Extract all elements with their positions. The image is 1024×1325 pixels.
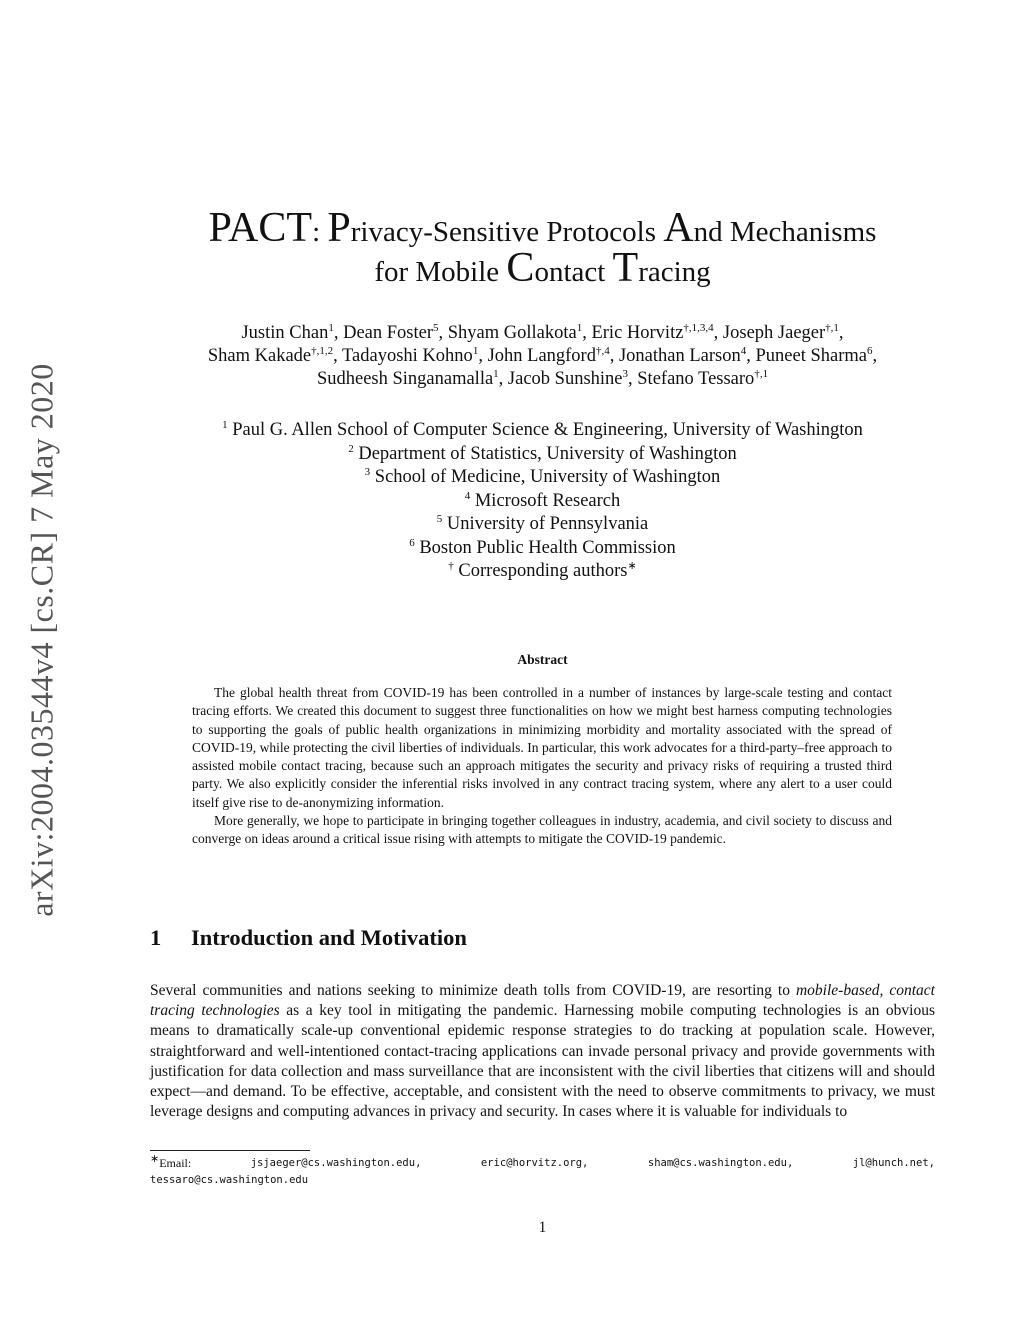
body-text-run: as a key tool in mitigating the pandemic. Harnessing mobile computing technologies is an obvious means to dramatically scale-up conventional epidemic response strategies to do tracking at population scale. However, straightforward and well-intentioned contact-tracing applications can invade personal privacy and provide governments with justification for data collection and mass surveillance that are inconsistent with the civil liberties that citizens will and should expect—and demand. To be effective, acceptable, and consistent with the need to observe commitments to privacy, we must leverage designs and computing advances in privacy and security. In cases where it is valuable for individuals to: [150, 1002, 935, 1121]
author-line: [150, 368, 935, 391]
footnote-label-text: Email:: [159, 1156, 192, 1170]
affiliation: [150, 513, 935, 537]
affiliation-mark: 5: [436, 512, 443, 525]
author-affiliation-mark: 4: [740, 344, 747, 357]
author-name: Dean Foster: [343, 323, 433, 343]
affiliation-mark: 3: [364, 465, 371, 478]
author-line: [150, 322, 935, 345]
author-affiliation-mark: 3: [622, 367, 629, 380]
email-address[interactable]: tessaro@cs.washington.edu: [150, 1174, 309, 1186]
footnote-email-row: [150, 1155, 935, 1171]
affiliation-text: School of Medicine, University of Washington: [370, 467, 721, 487]
body-italic-run: mobile-based, contact tracing technologies: [150, 982, 935, 1020]
footnote-divider: [150, 1150, 310, 1151]
affiliation-mark: 4: [464, 489, 471, 502]
author-name: Sudheesh Singanamalla: [316, 369, 494, 389]
body-text-run: Several communities and nations seeking to minimize death tolls from COVID-19, are resorting to: [150, 982, 796, 999]
author-separator: ,: [628, 369, 638, 389]
section-body: [150, 981, 935, 1122]
affiliation-text: Boston Public Health Commission: [414, 537, 676, 558]
title-cap: P: [327, 205, 351, 251]
section-title: Introduction and Motivation: [191, 925, 467, 950]
title-rest: for Mobile: [374, 256, 507, 288]
affiliation-list: [150, 419, 935, 584]
title-rest: ontact: [534, 256, 613, 288]
footnote-marker: ∗: [150, 1153, 160, 1165]
affiliation: [150, 537, 935, 561]
author-separator: ,: [713, 323, 723, 343]
author-name: Justin Chan: [241, 323, 329, 343]
title-rest: racing: [638, 256, 711, 288]
abstract-paragraph: More generally, we hope to participate in bringing together colleagues in industry, academia, and civil society to discuss and converge on ideas around a critical issue rising with attempts to mitigate the COVID-19 pandemic.: [192, 813, 892, 847]
title-line-2: [150, 245, 935, 291]
author-separator: ,: [582, 323, 592, 343]
author-affiliation-mark: 1: [472, 344, 479, 357]
arxiv-identifier: arXiv:2004.03544v4 [cs.CR] 7 May 2020: [23, 363, 60, 917]
author-name: Stefano Tessaro: [637, 369, 755, 389]
author-line: [150, 345, 935, 368]
author-separator: ,: [872, 346, 878, 366]
email-address[interactable]: jl@hunch.net,: [852, 1157, 935, 1169]
email-address[interactable]: sham@cs.washington.edu,: [647, 1157, 794, 1169]
footnote-email-row: [150, 1171, 935, 1188]
affiliation-text: Department of Statistics, University of Washington: [353, 443, 737, 464]
author-affiliation-mark: †,1: [825, 321, 839, 334]
author-name: Tadayoshi Kohno: [342, 346, 473, 366]
author-affiliation-mark: †,1,3,4: [683, 321, 714, 334]
page-number: 1: [538, 1219, 547, 1236]
author-affiliation-mark: †,1: [754, 367, 769, 380]
abstract-heading: Abstract: [517, 652, 568, 667]
title-cap: A: [663, 205, 694, 251]
title-rest: rivacy-Sensitive Protocols: [350, 216, 664, 248]
affiliation: [150, 490, 935, 514]
author-name: Jacob Sunshine: [507, 369, 623, 389]
abstract-paragraph: The global health threat from COVID-19 has been controlled in a number of instances by large-scale testing and contact tracing efforts. We created this document to suggest three functionalities on how we might best harness computing technologies to supporting the goals of public health organizations in minimizing morbidity and mortality associated with the spread of COVID-19, while protecting the civil liberties of individuals. In particular, this work advocates for a third-party–free approach to assisted mobile contact tracing, because such an approach mitigates the security and privacy risks of requiring a trusted third party. We also explicitly consider the inferential risks involved in any contract tracing system, where any alert to a user could itself give rise to de-anonymizing information.: [192, 685, 892, 810]
affiliation-mark: 2: [348, 442, 354, 455]
affiliation-mark: †: [448, 559, 454, 572]
affiliation: [150, 419, 935, 443]
paper-title: [150, 205, 935, 291]
title-rest: nd Mechanisms: [693, 216, 877, 248]
affiliation-text: Corresponding authors: [453, 561, 628, 581]
body-paragraph: [150, 981, 935, 1122]
author-name: Joseph Jaeger: [722, 323, 826, 343]
section-heading: [150, 925, 467, 951]
author-name: Puneet Sharma: [755, 346, 867, 366]
author-affiliation-mark: 1: [576, 321, 583, 334]
section-number: 1: [150, 925, 162, 950]
author-list: [150, 322, 935, 391]
footnote: [150, 1155, 935, 1188]
author-affiliation-mark: †,1,2: [311, 344, 334, 357]
author-affiliation-mark: 6: [867, 344, 873, 357]
footnote-label: [150, 1155, 191, 1171]
author-name: Jonathan Larson: [618, 346, 741, 366]
affiliation-mark: 6: [409, 536, 415, 549]
author-name: Eric Horvitz: [591, 323, 684, 343]
author-separator: ,: [609, 346, 619, 366]
abstract-body: [192, 684, 892, 849]
affiliation-text: Microsoft Research: [470, 490, 621, 511]
affiliation-note: ∗: [627, 559, 637, 572]
title-cap: C: [506, 245, 535, 291]
affiliation: [150, 443, 935, 467]
author-separator: ,: [498, 369, 508, 389]
author-name: Shyam Gollakota: [447, 323, 577, 343]
affiliation-mark: 1: [222, 418, 228, 431]
author-separator: ,: [746, 346, 756, 366]
author-affiliation-mark: 1: [493, 367, 499, 380]
author-separator: ,: [333, 346, 343, 366]
affiliation: [150, 560, 935, 584]
author-separator: ,: [838, 323, 844, 343]
author-affiliation-mark: 1: [328, 321, 334, 334]
author-affiliation-mark: †,4: [595, 344, 610, 357]
author-affiliation-mark: 5: [433, 321, 439, 334]
title-cap: PACT: [208, 205, 313, 251]
author-separator: ,: [478, 346, 488, 366]
affiliation: [150, 466, 935, 490]
email-address[interactable]: jsjaeger@cs.washington.edu,: [250, 1157, 422, 1169]
author-name: Sham Kakade: [207, 346, 312, 366]
author-separator: ,: [438, 323, 448, 343]
author-name: John Langford: [487, 346, 596, 366]
author-separator: ,: [333, 323, 344, 343]
email-address[interactable]: eric@horvitz.org,: [480, 1157, 589, 1169]
affiliation-text: University of Pennsylvania: [442, 514, 649, 534]
affiliation-text: Paul G. Allen School of Computer Science & Engineering, University of Washington: [227, 420, 863, 440]
title-line-1: [150, 205, 935, 251]
title-rest: :: [312, 216, 328, 248]
title-cap: T: [612, 245, 639, 291]
